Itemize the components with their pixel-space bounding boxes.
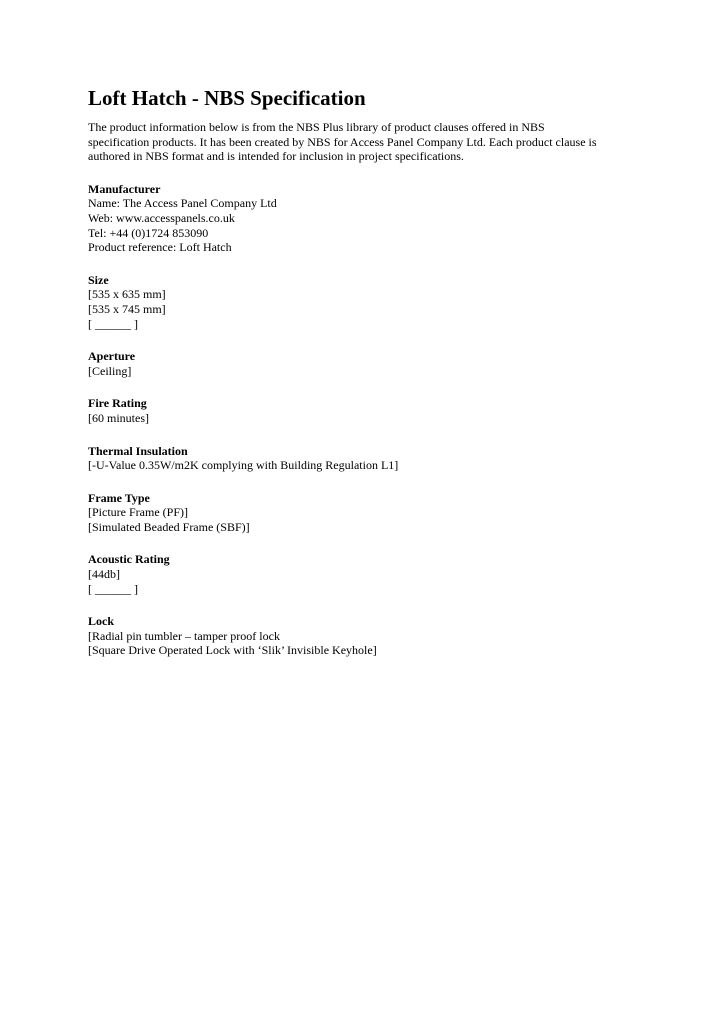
section-heading-frame-type: Frame Type <box>88 490 150 505</box>
section-lock <box>88 614 648 658</box>
frame-type-option-2: [Simulated Beaded Frame (SBF)] <box>88 519 250 534</box>
section-heading-fire-rating: Fire Rating <box>88 396 147 411</box>
intro-line-1: The product information below is from the NBS Plus library of product clauses offered in NBS <box>88 120 545 134</box>
document-content <box>88 86 648 658</box>
acoustic-rating-option: [44db] <box>88 567 120 582</box>
fire-rating-option: [60 minutes] <box>88 410 149 425</box>
aperture-option: [Ceiling] <box>88 363 132 378</box>
page-title: Loft Hatch - NBS Specification <box>88 86 366 110</box>
section-manufacturer <box>88 182 648 255</box>
intro-line-2: specification products. It has been created by NBS for Access Panel Company Ltd. Each product clause is <box>88 134 597 149</box>
section-thermal-insulation <box>88 444 648 473</box>
manufacturer-name-line: Name: The Access Panel Company Ltd <box>88 196 277 211</box>
section-frame-type <box>88 491 648 535</box>
section-heading-size: Size <box>88 272 109 287</box>
section-aperture <box>88 349 648 378</box>
section-heading-manufacturer: Manufacturer <box>88 181 161 196</box>
size-option-2: [535 x 745 mm] <box>88 301 166 316</box>
intro-line-3: authored in NBS format and is intended for inclusion in project specifications. <box>88 149 464 164</box>
lock-option-1: [Radial pin tumbler – tamper proof lock <box>88 628 280 643</box>
lock-option-2: [Square Drive Operated Lock with ‘Slik’ Invisible Keyhole] <box>88 643 377 658</box>
manufacturer-product-reference-line: Product reference: Loft Hatch <box>88 240 232 255</box>
manufacturer-web-line: Web: www.accesspanels.co.uk <box>88 210 235 225</box>
section-heading-aperture: Aperture <box>88 349 136 364</box>
size-option-1: [535 x 635 mm] <box>88 287 166 302</box>
section-heading-acoustic-rating: Acoustic Rating <box>88 552 170 567</box>
thermal-insulation-option: [-U-Value 0.35W/m2K complying with Building Regulation L1] <box>88 458 399 473</box>
manufacturer-tel-line: Tel: +44 (0)1724 853090 <box>88 225 209 240</box>
section-size <box>88 273 648 331</box>
size-option-blank: [ ______ ] <box>88 316 138 331</box>
intro-paragraph <box>88 120 648 164</box>
section-acoustic-rating <box>88 552 648 596</box>
acoustic-rating-option-blank: [ ______ ] <box>88 581 138 596</box>
section-fire-rating <box>88 396 648 425</box>
frame-type-option-1: [Picture Frame (PF)] <box>88 505 188 520</box>
section-heading-lock: Lock <box>88 614 115 629</box>
section-heading-thermal-insulation: Thermal Insulation <box>88 443 188 458</box>
